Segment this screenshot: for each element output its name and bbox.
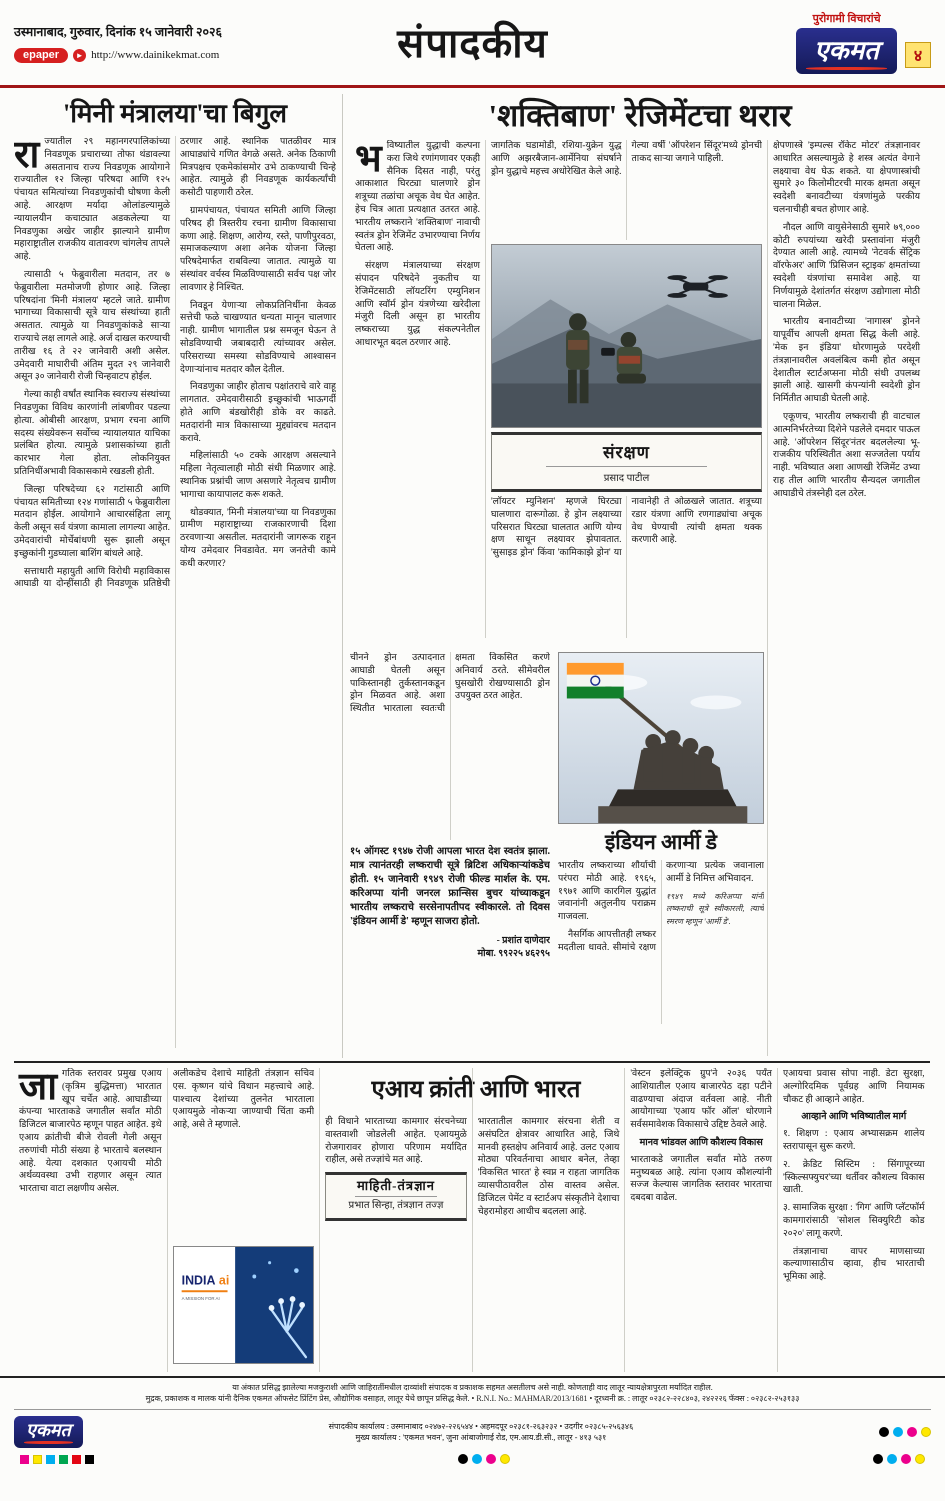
section-divider bbox=[14, 1061, 930, 1063]
paragraph: सत्ताधारी महायुती आणि विरोधी महाविकास आघाडी या दोन्हींसाठी ही निवडणूक प्रतिष्ठेची ठरणार आहे. स्थानिक पातळीवर मात्र आघाड्यांचे गणित वेगळे असते. अनेक ठिकाणी मित्रपक्षच एकमेकांसमोर उभे ठाकण्याची चिन्हे आहेत. त्यामुळे ही निवडणूक कार्यकर्त्यांची कसोटी पाहणारी ठरेल. bbox=[14, 137, 336, 590]
mini-dropcap: रा bbox=[14, 136, 40, 176]
page-header bbox=[0, 0, 945, 88]
registration-marks bbox=[879, 1427, 931, 1437]
paragraph: राज्यातील २९ महानगरपालिकांच्या निवडणूक प्रचाराच्या तोफा थंडावल्या असतानाच राज्य निवडणूक आयोगाने राज्यातील १२ जिल्हा परिषदा आणि १२५ पंचायत समित्यांच्या निवडणुकांची घोषणा केली आहे. आरक्षण मर्यादा ओलांडल्यामुळे न्यायालयीन कचाट्यात अडकलेल्या या निवडणुका अखेर जाहीर झाल्याने ग्रामीण महाराष्ट्रातील राजकीय वातावरण चांगलेच तापले आहे. bbox=[14, 136, 170, 263]
list-item: ३. सामाजिक सुरक्षा : 'गिग' आणि प्लॅटफॉर्म कामगारांसाठी 'सोशल सिक्युरिटी कोड २०२०' लागू करणे. bbox=[782, 1203, 925, 1239]
list-item: २. क्रेडिट सिस्टिम : सिंगापूरच्या 'स्किल्सफ्युचर'च्या धर्तीवर कौशल्य विकास खाती. bbox=[782, 1159, 925, 1196]
paragraph: चीनने ड्रोन उत्पादनात आघाडी घेतली असून पाकिस्तानही तुर्कस्तानकडून ड्रोन मिळवत आहे. अशा स्थितीत भारताला स्वतःची क्षमता विकसित करणे अनिवार्य ठरते. सीमेवरील घुसखोरी रोखण्यासाठी ड्रोन उपयुक्त ठरत आहेत. bbox=[350, 653, 550, 715]
columnist-name: प्रसाद पाटील bbox=[603, 473, 650, 484]
paragraph: गेल्या काही वर्षांत स्थानिक स्वराज्य संस्थांच्या निवडणुका विविध कारणांनी लांबणीवर पडल्या होत्या. ओबीसी आरक्षण, प्रभाग रचना आणि सदस्य संख्येवरून सर्वोच्च न्यायालयात याचिका प्रलंबित होत्या. त्यामुळे प्रशासकांच्या हाती कारभार गेला होता. लोकनियुक्त प्रतिनिधींअभावी विकासकामे रखडली होती. bbox=[14, 390, 170, 477]
column-title: माहिती-तंत्रज्ञान bbox=[356, 1178, 435, 1194]
cmyk-dots-center bbox=[458, 1454, 510, 1464]
epaper-icon: ► bbox=[73, 49, 86, 62]
mini-body bbox=[14, 136, 336, 1048]
page-number: ४ bbox=[905, 42, 931, 68]
paragraph: नौदल आणि वायुसेनेसाठी सुमारे ७९,००० कोटी रुपयांच्या खरेदी प्रस्तावांना मंजुरी देण्यात आली आहे. त्यामध्ये 'नेटवर्क सेंट्रिक वॉरफेअर' आणि 'प्रिसिजन स्ट्राइक' क्षमतांच्या स्वदेशी यंत्रणांचा समावेश आहे. या निर्णयामुळे देशांतर्गत संरक्षण उद्योगाला मोठी चालना मिळेल. bbox=[773, 222, 920, 310]
shakti-continuation bbox=[350, 652, 550, 840]
disclaimer-line: या अंकात प्रसिद्ध झालेल्या मजकुराशी आणि जाहिरातींमधील दाव्यांशी संपादक व प्रकाशक सहमत असतीलच असे नाही. कोणताही वाद लातूर न्यायक्षेत्रापुरता मर्यादित राहील. bbox=[232, 1383, 713, 1392]
footer-address: संपादकीय कार्यालय : उस्मानाबाद ०२४७२-२२६५४४ • अहमदपूर ०२३८१-२६३२३२ • उदगीर ०२३८५-२५६३४६ मुख्य कार्यालय : 'एकमत भवन', जुना आंबाजोगाई रोड, एम.आय.डी.सी., लातूर - ४१३ ५३१ bbox=[328, 1422, 634, 1442]
list-item: १. शिक्षण : एआय अभ्यासक्रम शालेय स्तरापासून सुरू करणे. bbox=[782, 1129, 925, 1152]
army-left-column bbox=[350, 652, 550, 1056]
section-title: संपादकीय bbox=[397, 21, 548, 66]
magenta-registration-dot bbox=[907, 1427, 917, 1437]
masthead-logo: एकमत bbox=[796, 28, 897, 74]
ai-column-2 bbox=[167, 1068, 320, 1372]
shakti-mid-bottom bbox=[491, 496, 762, 638]
indiaai-graphic bbox=[173, 1246, 315, 1364]
paragraph: त्यासाठी ५ फेब्रुवारीला मतदान, तर ७ फेब्रुवारीला मतमोजणी होणार आहे. जिल्हा परिषदांना 'मिनी मंत्रालय' म्हटले जाते. ग्रामीण भागाच्या विकासाची सूत्रे याच संस्थांच्या हाती असतात. त्यामुळे या निवडणुकांकडे साऱ्या राज्याचे लक्ष लागले आहे. अर्ज दाखल करण्याची तारीख १६ ते २२ जानेवारी अशी असेल. उमेदवारी माघारीची अंतिम मुदत २९ जानेवारी असून ३० जानेवारी रोजी चिन्हवाटप होईल. bbox=[14, 269, 170, 383]
paragraph: तंत्रज्ञानाचा वापर माणसाच्या कल्याणासाठीच व्हावा, हीच भारताची भूमिका आहे. bbox=[782, 1246, 925, 1283]
shakti-headline: 'शक्तिबाण' रेजिमेंटचा थरार bbox=[488, 98, 792, 133]
army-lead-paragraph: १५ ऑगस्ट १९४७ रोजी आपला भारत देश स्वतंत्र झाला. मात्र त्यानंतरही लष्कराची सूत्रे ब्रिटिश अधिकाऱ्यांकडेच होती. १५ जानेवारी १९४९ रोजी फील्ड मार्शल के. एम. करिअप्पा यांनी जनरल फ्रान्सिस बुचर यांच्याकडून भारतीय लष्कराचे सरसेनापतीपद स्वीकारले. तो दिवस 'इंडियन आर्मी डे' म्हणून साजरा होतो. bbox=[350, 846, 550, 927]
cmyk-dots-right bbox=[873, 1454, 925, 1464]
divider bbox=[546, 466, 708, 467]
paragraph: जागतिक घडामोडी, रशिया-युक्रेन युद्ध आणि अझरबैजान-आर्मेनिया संघर्षाने ड्रोन युद्धाचे महत्त्व अधोरेखित केले आहे. गेल्या वर्षी 'ऑपरेशन सिंदूर'मध्ये ड्रोनची ताकद साऱ्या जगाने पाहिली. bbox=[491, 141, 762, 177]
header-left bbox=[14, 23, 222, 63]
footer-row bbox=[14, 1409, 931, 1448]
flag-statue-photo bbox=[558, 652, 764, 824]
paragraph: थोडक्यात, 'मिनी मंत्रालया'च्या या निवडणुका ग्रामीण महाराष्ट्राच्या राजकारणाची दिशा ठरवणाऱ्या असतील. मतदारांनी जागरूक राहून योग्य उमेदवार निवडावेत. मग जनतेची कामे कधी करणार? bbox=[180, 507, 336, 569]
header-right bbox=[796, 11, 931, 74]
ai-dropcap: जा bbox=[19, 1068, 58, 1108]
svg-text:ai: ai bbox=[218, 1273, 229, 1288]
indian-flag-icon bbox=[567, 663, 624, 699]
ai-column-6 bbox=[777, 1068, 930, 1372]
yellow-registration-dot bbox=[921, 1427, 931, 1437]
column-title: संरक्षण bbox=[603, 443, 650, 462]
photo-caption: १९४९ मध्ये करिअप्पा यांनी लष्कराची सूत्रे स्वीकारली, त्याचे स्मरण म्हणून 'आर्मी डे'. bbox=[666, 891, 764, 927]
article-army-day bbox=[350, 652, 764, 1056]
mini-headline: 'मिनी मंत्रालया'चा बिगुल bbox=[62, 99, 288, 128]
paragraph: भारतातील कामगार संरचना शेती व असंघटित क्षेत्रावर आधारित आहे, जिथे मानवी हस्तक्षेप अनिवार्य आहे. उलट एआय मोठ्या परिवर्तनाचा आधार बनेल, तेव्हा 'विकसित भारत' हे स्वप्न न राहता जागतिक व्यासपीठावरील ठोस वास्तव असेल. डिजिटल पेमेंट व स्टार्टअप संस्कृतीने देशाचा चेहरामोहरा आधीच बदलला आहे. bbox=[477, 1117, 620, 1217]
divider bbox=[355, 1196, 437, 1197]
paragraph: निवडणुका जाहीर होताच पक्षांतराचे वारे वाहू लागतात. उमेदवारीसाठी इच्छुकांची भाऊगर्दी होते आणि बंडखोरीही डोके वर काढते. मतदारांनी मात्र विकासाच्या मुद्द्यांवरच मतदान करावे. bbox=[180, 382, 336, 444]
shakti-mid-top bbox=[491, 140, 762, 240]
paragraph: जिल्हा परिषदेच्या ६२ गटांसाठी आणि पंचायत समितीच्या १२४ गणांसाठी ५ फेब्रुवारीला मतदान होईल. आयोगाने आचारसंहिता लागू केली असून सर्व यंत्रणा कामाला लागल्या आहेत. उमेदवारांची मोर्चेबांधणी सुरू झाली असून इच्छुकांनी गुडघ्याला बाशिंग बांधले आहे. bbox=[14, 484, 170, 559]
paragraph: संरक्षण मंत्रालयाच्या संरक्षण संपादन परिषदेने नुकतीच या रेजिमेंटसाठी लॉयटरिंग एम्युनिशन आणि स्वॉर्म ड्रोन यंत्रणेच्या खरेदीला मंजुरी दिली असून हा भारतीय लष्कराच्या युद्ध संकल्पनेतील आधारभूत बदल ठरणार आहे. bbox=[355, 261, 480, 348]
masthead bbox=[796, 11, 897, 74]
svg-text:A MISSION FOR AI: A MISSION FOR AI bbox=[181, 1296, 220, 1302]
ai-headline: एआय क्रांती आणि भारत bbox=[371, 1077, 581, 1103]
imprint-line: मुद्रक, प्रकाशक व मालक यांनी दैनिक एकमत ऑफसेट प्रिंटिंग प्रेस, औद्योगिक वसाहत, लातूर येथे छापून प्रसिद्ध केले. • R.N.I. No.: MAHMAR/2013/1681 • दूरध्वनी क्र. : लातूर ०२३८२-२२८४०३, २४२२२६ फॅक्स : ०२३८२-२५३१३३ bbox=[145, 1394, 800, 1403]
shakti-column-right bbox=[767, 140, 925, 1056]
paragraph: जागतिक स्तरावर प्रमुख एआय (कृत्रिम बुद्धिमत्ता) भारतात खूप चर्चेत आहे. आघाडीच्या कंपन्या भारताकडे जगातील सर्वांत मोठी डिजिटल बाजारपेठ म्हणून पाहत आहेत. इथे एआय क्रांतीची बीजे रोवली गेली असून तरुणांची मोठी संख्या हे भारताचे बलस्थान आहे. येत्या दशकात एआयची मोठी अर्थव्यवस्था उभी राहणार असून त्यात भारताचा वाटा लक्षणीय असेल. bbox=[19, 1068, 162, 1195]
masthead-tagline: पुरोगामी विचारांचे bbox=[812, 13, 881, 25]
svg-text:INDIA: INDIA bbox=[181, 1273, 216, 1288]
paragraph: ग्रामपंचायत, पंचायत समिती आणि जिल्हा परिषद ही त्रिस्तरीय रचना ग्रामीण विकासाचा कणा आहे. शिक्षण, आरोग्य, रस्ते, पाणीपुरवठा, समाजकल्याण अशा अनेक योजना जिल्हा परिषदेमार्फत राबविल्या जातात. त्यामुळे या संस्थांवर वर्चस्व मिळविण्यासाठी सर्वच पक्ष जोर लावणार हे निश्चित. bbox=[180, 205, 336, 293]
paragraph: क्षेपणास्त्रे 'इम्पल्स रॉकेट मोटर' तंत्रज्ञानावर आधारित असल्यामुळे हे शस्त्र अत्यंत वेगाने लक्ष्याचा वेध घेऊ शकते. या क्षेपणास्त्रांची सुमारे ३० किलोमीटरची मारक क्षमता असून स्वदेशी बनावटीच्या यंत्रणांमुळे परकीय चलनाचीही बचत होणार आहे. bbox=[773, 141, 920, 215]
paragraph: अलीकडेच देशाचे माहिती तंत्रज्ञान सचिव एस. कृष्णन यांचे विधान महत्त्वाचे आहे. पाश्चात्य देशांच्या तुलनेत भारताला एआयमुळे नोकऱ्या जाण्याची चिंता कमी आहे, असे ते म्हणाले. bbox=[172, 1069, 315, 1131]
paragraph: 'वेस्टन इलेक्ट्रिक ग्रुप'ने २०३६ पर्यंत आशियातील एआय बाजारपेठ दहा पटीने वाढण्याचा अंदाज वर्तवला आहे. नीती आयोगाच्या 'एआय फॉर ऑल' धोरणाने सर्वसमावेशक विकासाचे उद्दिष्ट ठेवले आहे. bbox=[630, 1069, 772, 1131]
registration-strip bbox=[14, 1454, 931, 1464]
footer-logo: एकमत bbox=[14, 1416, 83, 1448]
epaper-badge[interactable]: epaper bbox=[14, 48, 68, 63]
subheading: मानव भांडवल आणि कौशल्य विकास bbox=[639, 1137, 763, 1148]
army-drone-photo bbox=[491, 244, 762, 428]
site-url[interactable]: http://www.dainikekmat.com bbox=[91, 49, 220, 61]
army-right-column bbox=[558, 652, 764, 1056]
ai-column-1 bbox=[14, 1068, 167, 1372]
paragraph: भविष्यातील युद्धाची कल्पना करा जिथे रणांगणावर एकही सैनिक दिसत नाही, परंतु आकाशात घिरट्या घालणारे ड्रोन शत्रूच्या तळांचा अचूक वेध घेत आहेत. हेच चित्र आता प्रत्यक्षात उतरत आहे. भारतीय लष्कराने 'शक्तिबाण' नावाची स्वतंत्र ड्रोन रेजिमेंट उभारण्याचा निर्णय घेतला आहे. bbox=[355, 140, 480, 254]
paragraph: एकूणच, भारतीय लष्कराची ही वाटचाल आत्मनिर्भरतेच्या दिशेने पडलेले दमदार पाऊल आहे. 'ऑपरेशन सिंदूर'नंतर बदललेल्या भू-राजकीय परिस्थितीत अशा सज्जतेला पर्याय नाही. भविष्यात अशा आणखी रेजिमेंट उभ्या राह तील आणि भारतीय सैन्यदल जगातील आघाडीचे तंत्रस्नेही दल ठरेल. bbox=[773, 411, 920, 499]
paragraph: महिलांसाठी ५० टक्के आरक्षण असल्याने महिला नेतृत्वालाही मोठी संधी मिळणार आहे. स्थानिक प्रश्नांची जाण असणारे नेतृत्वच ग्रामीण भागाचा कायापालट करू शकते. bbox=[180, 451, 336, 500]
paragraph: भारताकडे जगातील सर्वांत मोठे तरुण मनुष्यबळ आहे. त्यांना एआय कौशल्यांनी सज्ज केल्यास जागतिक स्तरावर भारताचा दबदबा वाढेल. bbox=[630, 1154, 772, 1204]
shakti-column-mid bbox=[485, 140, 767, 638]
column-divider bbox=[342, 94, 343, 1058]
ai-column-4 bbox=[472, 1068, 625, 1372]
paragraph: एआयचा प्रवास सोपा नाही. डेटा सुरक्षा, अल्गोरिदमिक पूर्वग्रह आणि नियामक चौकट ही आव्हाने आहेत. bbox=[782, 1069, 925, 1105]
page-footer bbox=[0, 1376, 945, 1501]
paragraph: भारतीय बनावटीच्या 'नागास्त्र' ड्रोनने यापूर्वीच आपली क्षमता सिद्ध केली आहे. 'मेक इन इंडिया' धोरणामुळे परदेशी तंत्रज्ञानावरील अवलंबित्व कमी होत असून देशातील स्टार्टअप्सना मोठी संधी उपलब्ध झाली आहे. खासगी कंपन्यांनी स्वदेशी ड्रोन निर्मितीत आघाडी घेतली आहे. bbox=[773, 317, 920, 405]
ai-column-5 bbox=[624, 1068, 777, 1372]
paragraph: ही विधाने भारताच्या कामगार संरचनेच्या वास्तवाशी जोडलेली आहेत. एआयमुळे रोजगारावर होणारा परिणाम मर्यादित राहील, असे तज्ज्ञांचे मत आहे. bbox=[325, 1117, 467, 1166]
color-squares-left bbox=[20, 1455, 94, 1464]
army-body bbox=[558, 860, 764, 1024]
article-ai bbox=[14, 1068, 930, 1372]
ai-column-3 bbox=[319, 1068, 472, 1372]
paragraph: 'लॉयटर म्युनिशन' म्हणजे घिरट्या घालणारा दारूगोळा. हे ड्रोन लक्ष्याच्या परिसरात घिरट्या घालतात आणि योग्य क्षण साधून लक्ष्यावर झेपावतात. 'सुसाइड ड्रोन' किंवा 'कामिकाझे ड्रोन' या नावानेही ते ओळखले जातात. शत्रूच्या रडार यंत्रणा आणि रणगाड्यांचा अचूक वेध घेण्याची त्यांची क्षमता थक्क करणारी आहे. bbox=[491, 497, 762, 559]
paragraph: भारतीय लष्कराच्या शौर्याची परंपरा मोठी आहे. १९६५, १९७१ आणि कारगिल युद्धांत जवानांनी अतुलनीय पराक्रम गाजवला. bbox=[558, 861, 656, 923]
army-headline: इंडियन आर्मी डे bbox=[604, 830, 717, 854]
author-box-defence bbox=[491, 432, 762, 492]
subheading: आव्हाने आणि भविष्यातील मार्ग bbox=[801, 1112, 907, 1123]
paragraph: नैसर्गिक आपत्तीतही लष्कर मदतीला धावते. सीमांचे रक्षण करणाऱ्या प्रत्येक जवानाला आर्मी डे निमित्त अभिवादन. bbox=[558, 861, 764, 953]
paragraph: निवडून येणाऱ्या लोकप्रतिनिधींना केवळ सत्तेची फळे चाखण्यात धन्यता मानून चालणार नाही. ग्रामीण भागातील प्रश्न समजून घेऊन ते सोडविण्याची जबाबदारी त्यांच्यावर असेल. परिसराच्या समस्या सोडविण्याचे आश्वासन देणाऱ्यांनाच मतदार कौल देतील. bbox=[180, 300, 336, 375]
article-mini-mantralaya bbox=[14, 94, 336, 1058]
author-box-tech bbox=[325, 1172, 467, 1221]
cyan-registration-dot bbox=[893, 1427, 903, 1437]
dateline: उस्मानाबाद, गुरुवार, दिनांक १५ जानेवारी २०२६ bbox=[14, 24, 222, 39]
black-registration-dot bbox=[879, 1427, 889, 1437]
columnist-name: प्रभात सिन्हा, तंत्रज्ञान तज्ज्ञ bbox=[348, 1199, 444, 1211]
shakti-column-1 bbox=[350, 140, 485, 648]
shakti-dropcap: भ bbox=[355, 140, 382, 180]
byline: - प्रशांत दाणेदार मोबा. ९९२२५ ४६२९५ bbox=[477, 936, 550, 959]
